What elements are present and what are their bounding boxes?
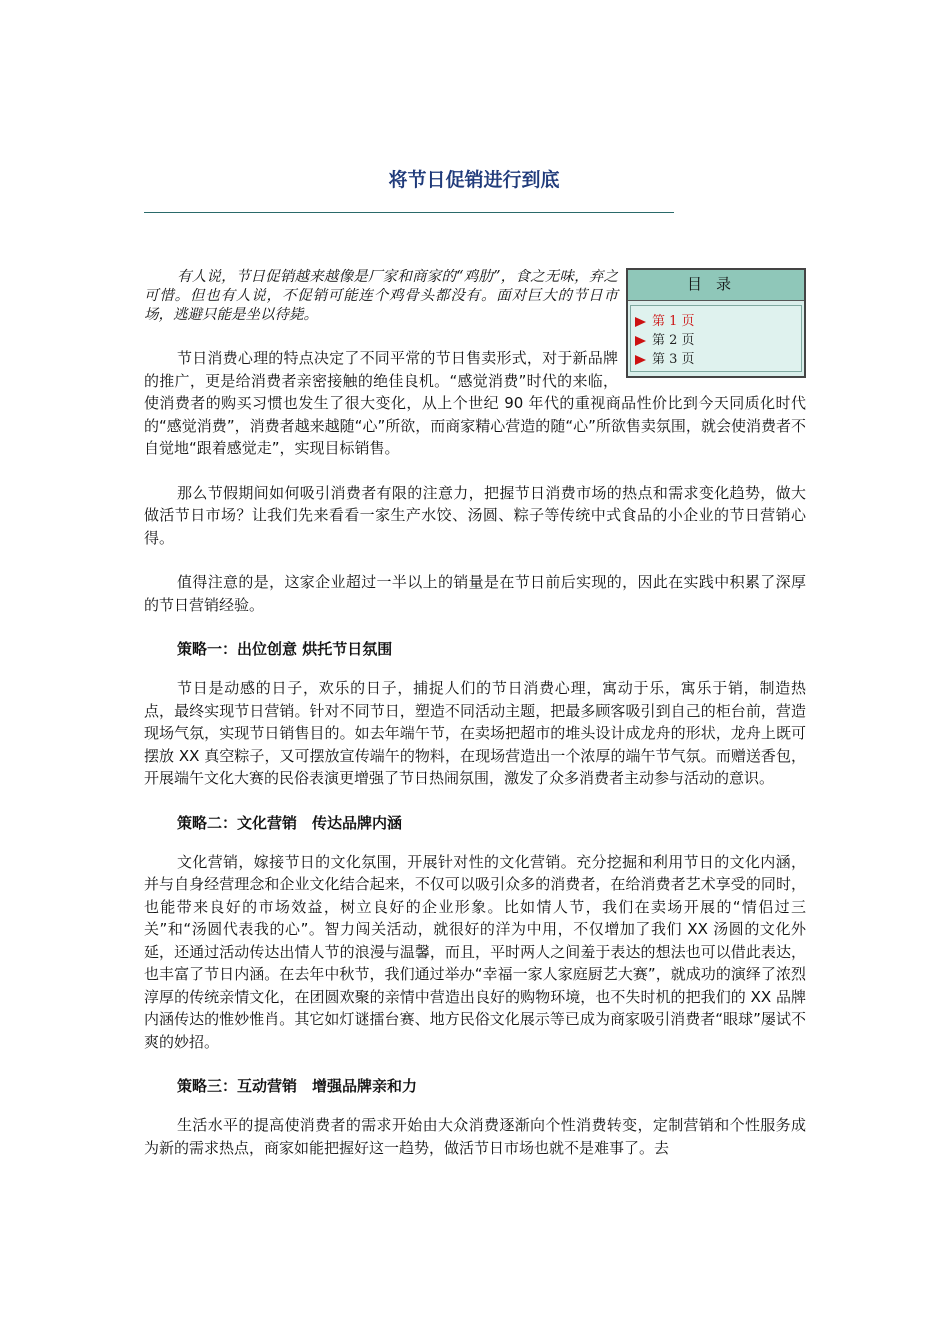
- page-title: 将节日促销进行到底: [388, 169, 560, 191]
- body-paragraph: 值得注意的是，这家企业超过一半以上的销量是在节日前后实现的，因此在实践中积累了深厚的节日营销经验。: [144, 573, 806, 614]
- toc-link-label: 第 3 页: [652, 352, 695, 367]
- strategy-heading: 策略一：出位创意 烘托节日氛围: [177, 640, 393, 658]
- article-body: [144, 268, 806, 1181]
- toc-spacer: [626, 268, 806, 372]
- body-paragraph: 节日消费心理的特点决定了不同平常的节日售卖形式，对于新品牌的推广，更是给消费者亲密接触的绝佳良机。“感觉消费”时代的来临，使消费者的购买习惯也发生了很大变化，从上个世纪 90 年代的重视商品性价比到今天同质化时代的“感觉消费”，消费者越来越随“心”所欲，而商家精心营造的随“心”所欲售卖氛围，就会使消费者不自觉地“跟着感觉走”，实现目标销售。: [144, 349, 806, 457]
- strategy-heading: 策略二：文化营销 传达品牌内涵: [177, 813, 403, 832]
- body-paragraph: 那么节假期间如何吸引消费者有限的注意力，把握节日消费市场的热点和需求变化趋势，做大做活节日市场？让我们先来看看一家生产水饺、汤圆、粽子等传统中式食品的小企业的节日营销心得。: [144, 483, 806, 547]
- title-divider: [144, 212, 674, 213]
- strategy-heading: 策略三：互动营销 增强品牌亲和力: [177, 1077, 418, 1095]
- intro-paragraph: 有人说，节日促销越来越像是厂家和商家的“鸡肋”，食之无味，弃之可惜。但也有人说，不促销可能连个鸡骨头都没有。面对巨大的节日市场，逃避只能是坐以待毙。: [144, 269, 618, 323]
- toc-link-label: 第 2 页: [652, 333, 695, 348]
- toc-header: 目录: [628, 270, 804, 301]
- strategy-paragraph: 节日是动感的日子，欢乐的日子，捕捉人们的节日消费心理，寓动于乐，寓乐于销，制造热点，最终实现节日营销。针对不同节日，塑造不同活动主题，把最多顾客吸引到自己的柜台前，营造现场气氛，实现节日销售目的。如去年端午节，在卖场把超市的堆头设计成龙舟的形状，龙舟上既可摆放 XX 真空粽子，又可摆放宣传端午的物料，在现场营造出一个浓厚的端午节气氛。而赠送香包，开展端午文化大赛的民俗表演更增强了节日热闹氛围，激发了众多消费者主动参与活动的意识。: [144, 679, 806, 787]
- strategy-paragraph: 生活水平的提高使消费者的需求开始由大众消费逐渐向个性消费转变，定制营销和个性服务成为新的需求热点，商家如能把握好这一趋势，做活节日市场也就不是难事了。去: [144, 1116, 806, 1157]
- toc-link-label: 第 1 页: [652, 314, 695, 329]
- strategy-paragraph: 文化营销，嫁接节日的文化氛围，开展针对性的文化营销。充分挖掘和利用节日的文化内涵，并与自身经营理念和企业文化结合起来，不仅可以吸引众多的消费者，在给消费者艺术享受的同时，也能带来良好的市场效益，树立良好的企业形象。比如情人节，我们在卖场开展的“情侣过三关”和“汤圆代表我的心”。智力闯关活动，就很好的洋为中用，不仅增加了我们 XX 汤圆的文化外延，还通过活动传达出情人节的浪漫与温馨，而且，平时两人之间羞于表达的想法也可以借此表达，也丰富了节日内涵。在去年中秋节，我们通过举办“幸福一家人家庭厨艺大赛”，就成功的演绎了浓烈淳厚的传统亲情文化，在团圆欢聚的亲情中营造出良好的购物环境，也不失时机的把我们的 XX 品牌内涵传达的惟妙惟肖。其它如灯谜擂台赛、地方民俗文化展示等已成为商家吸引消费者“眼球”屡试不爽的妙招。: [144, 852, 806, 1051]
